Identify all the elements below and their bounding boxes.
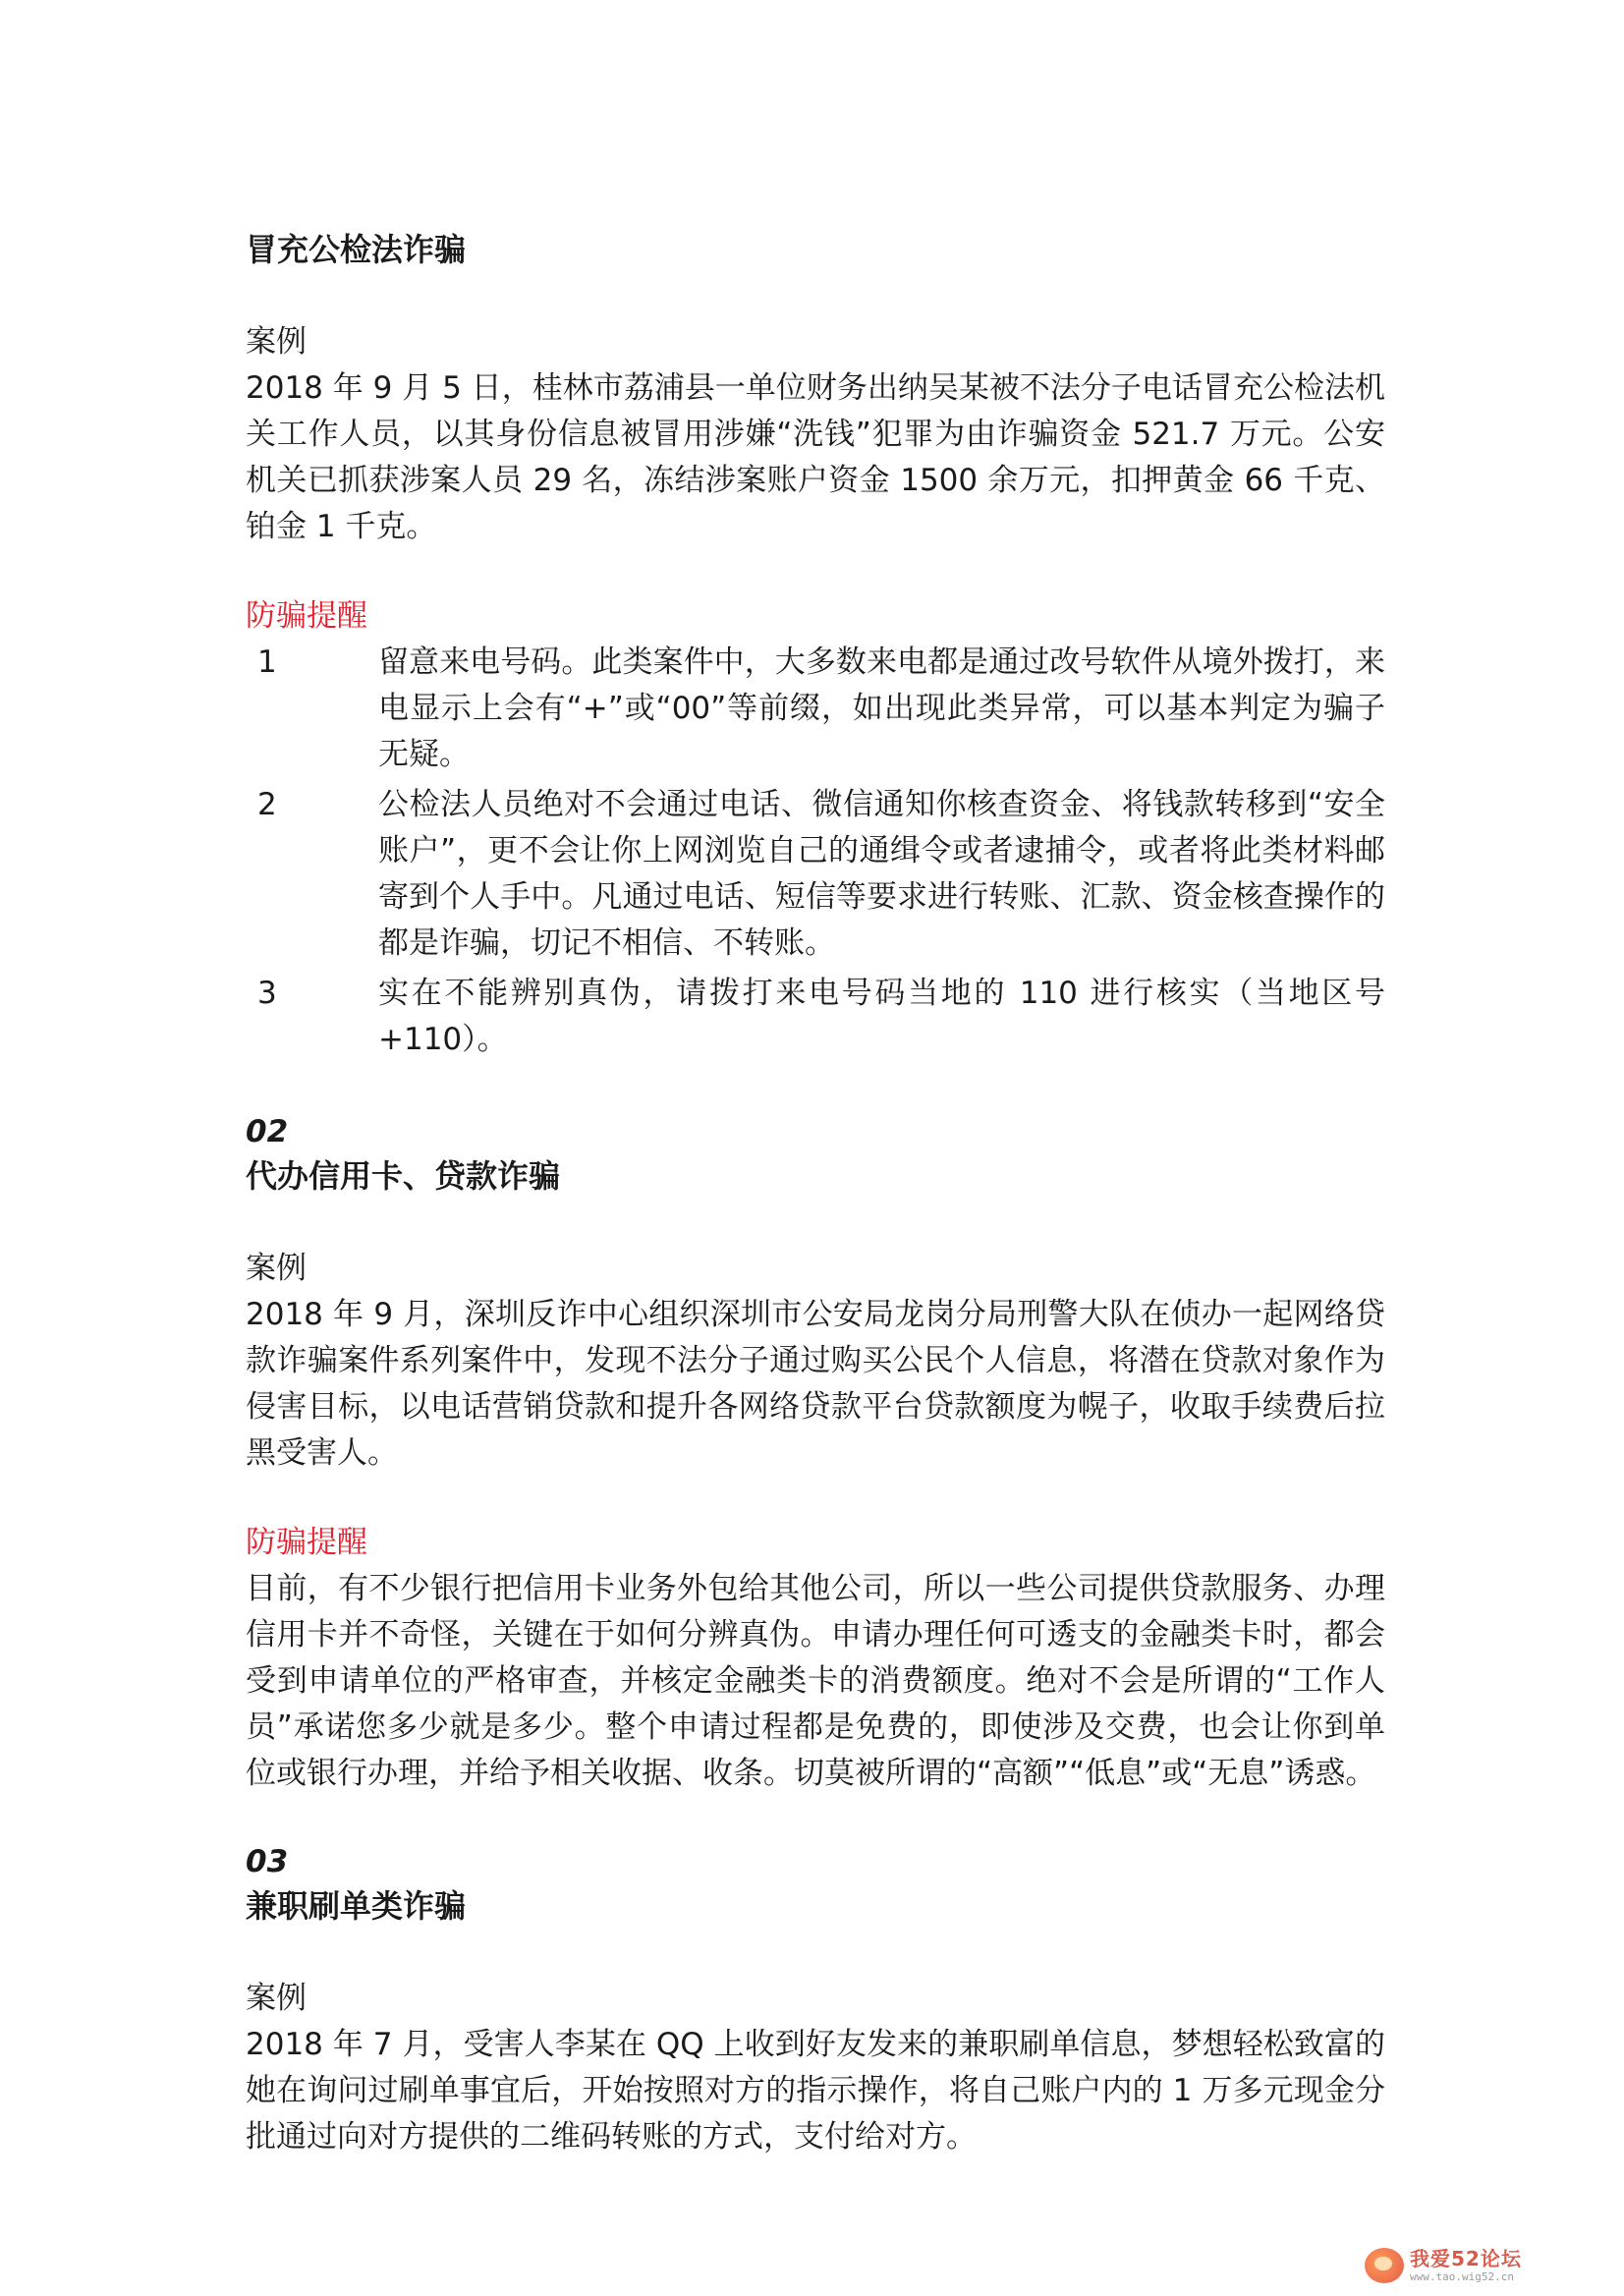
watermark-text [1410,2249,1522,2282]
case-text: 2018 年 9 月，深圳反诈中心组织深圳市公安局龙岗分局刑警大队在侦办一起网络贷款诈骗案件系列案件中，发现不法分子通过购买公民个人信息，将潜在贷款对象作为侵害目标，以电话营销贷款和提升各网络贷款平台贷款额度为幌子，收取手续费后拉黑受害人。 [246,1297,1385,1471]
tip-text: 目前，有不少银行把信用卡业务外包给其他公司，所以一些公司提供贷款服务、办理信用卡并不奇怪，关键在于如何分辨真伪。申请办理任何可透支的金融类卡时，都会受到申请单位的严格审查，并核定金融类卡的消费额度。绝对不会是所谓的“工作人员”承诺您多少就是多少。整个申请过程都是免费的，即使涉及交费，也会让你到单位或银行办理，并给予相关收据、收条。切莫被所谓的“高额”“低息”或“无息”诱惑。 [246,1571,1385,1791]
section-impersonation-fraud [246,192,1385,1063]
section-number: 03 [246,1844,289,1879]
tip-item [246,782,1385,967]
tip-text: 留意来电号码。此类案件中，大多数来电都是通过改号软件从境外拨打，来电显示上会有“+”或“00”等前缀，如出现此类异常，可以基本判定为骗子无疑。 [378,644,1385,772]
tip-text: 公检法人员绝对不会通过电话、微信通知你核查资金、将钱款转移到“安全账户”，更不会让你上网浏览自己的通缉令或者逮捕令，或者将此类材料邮寄到个人手中。凡通过电话、短信等要求进行转账、汇款、资金核查操作的都是诈骗，切记不相信、不转账。 [378,787,1385,961]
case-label: 案例 [246,1981,307,2016]
tip-item [246,971,1385,1063]
section-title: 冒充公检法诈骗 [246,231,467,268]
case-label: 案例 [246,1251,307,1286]
tip-label: 防骗提醒 [246,1525,367,1560]
section-title: 兼职刷单类诈骗 [246,1887,467,1925]
section-title: 代办信用卡、贷款诈骗 [246,1157,561,1195]
tip-list [246,640,1385,1063]
tip-text: 实在不能辨别真伪，请拨打来电号码当地的 110 进行核实（当地区号+110）。 [378,976,1385,1057]
section-number: 02 [246,1114,289,1149]
section-part-time-fraud [246,1840,1385,2160]
tip-label: 防骗提醒 [246,598,367,634]
section-credit-loan-fraud [246,1110,1385,1797]
watermark-sub: www.tao.wig52.cn [1410,2270,1514,2283]
case-text: 2018 年 7 月，受害人李某在 QQ 上收到好友发来的兼职刷单信息，梦想轻松致富的她在询问过刷单事宜后，开始按照对方的指示操作，将自己账户内的 1 万多元现金分批通过向对方提供的二维码转账的方式，支付给对方。 [246,2027,1385,2155]
document-content [246,192,1385,2160]
tip-number: 2 [257,787,277,822]
watermark-main: 我爱52论坛 [1410,2247,1522,2270]
case-label: 案例 [246,324,307,360]
case-text: 2018 年 9 月 5 日，桂林市荔浦县一单位财务出纳吴某被不法分子电话冒充公检法机关工作人员，以其身份信息被冒用涉嫌“洗钱”犯罪为由诈骗资金 521.7 万元。公安机关已抓获涉案人员 29 名，冻结涉案账户资金 1500 余万元，扣押黄金 66 千克、铂金 1 千克。 [246,370,1385,544]
tip-number: 3 [257,976,277,1011]
tip-number: 1 [257,644,277,680]
tip-item [246,640,1385,778]
watermark [1365,2243,1610,2288]
forum-logo-icon [1365,2248,1404,2283]
